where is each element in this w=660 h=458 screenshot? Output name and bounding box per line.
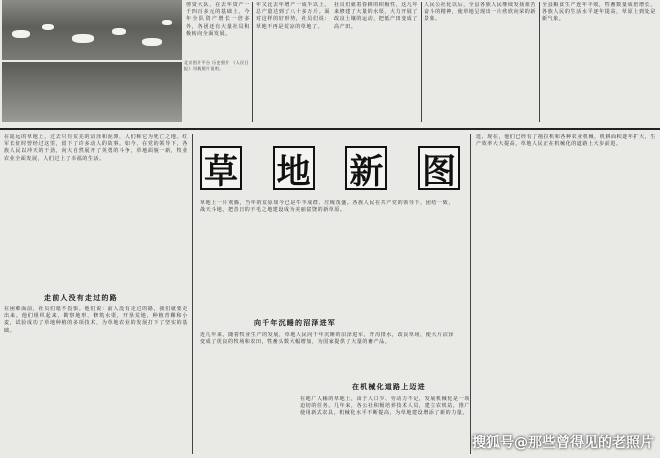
column-divider: [421, 2, 422, 122]
watermark: 搜狐号@那些曾得见的老照片: [472, 435, 654, 451]
right-subheading: 在机械化道路上迈进: [352, 382, 426, 391]
top-column-1: 剪资大队，在去年资产一千四百多元的基础上，今年全队资产增长一倍多外，各团还有大量社员积极转向全面发展。: [186, 2, 250, 37]
center-intro: 草地上一片欢腾，当年的荒原如今已是牛羊成群、庄稼茂盛。各族人民在共产党的领导下，团结一致，战天斗地，把昔日的不毛之地建设成为美丽富饶的新草原。: [200, 200, 454, 214]
top-column-4: 人民公社化以后，全县各族人民继续发扬艰苦奋斗的精神，使草地呈现出一片欣欣向荣的新景象。: [424, 2, 536, 23]
headline-char: 图: [418, 146, 460, 190]
center-subheading: 向千年沉睡的沼泽进军: [254, 318, 336, 327]
grassland-photo: [2, 0, 182, 60]
left-intro: 在遥远的草地上，过去只有荒芜的沼泽和泥潭，人们称它为死亡之地。红军长征时曾经过这里，留下了许多动人的故事。如今，在党的领导下，各族人民以冲天的干劲，向大自然展开了英勇的斗争，草地面貌一新，牧业农业全面发展，人们过上了幸福的生活。: [4, 134, 188, 162]
photo-lower: [2, 62, 182, 122]
right-intro: 选、现在，他们已经有了拖拉机和各种农业机械，机耕面积逐年扩大，生产效率大大提高，草地人民正在机械化的道路上大步前进。: [476, 134, 656, 148]
top-column-3: 社员们就着春耕的积极性，这几年来修建了大量的水渠，大力开展了改良土壤的运动，把低产田变成了高产田。: [334, 2, 418, 30]
section-rule: [0, 128, 660, 130]
headline-char: 地: [273, 146, 315, 190]
headline-char: 新: [345, 146, 387, 190]
headline: [200, 146, 460, 194]
column-divider: [192, 134, 193, 454]
headline-char: 草: [200, 146, 242, 190]
top-column-2: 年又比去年增产一成半以上，总产量达到了八十多万斤。面对这样的好形势，社员们说：草地不再是荒凉的草地了。: [256, 2, 330, 30]
left-subheading: 走前人没有走过的路: [44, 293, 118, 302]
column-divider: [470, 134, 471, 454]
column-divider: [252, 2, 253, 122]
left-section-text: 在困难面前，社员们毫不畏惧。他们说：前人没有走过的路，我们就要走出来。他们组织起来，勘察地形，修筑水渠，开垦荒地，种植青稞和小麦，试验成功了草地种植的多项技术，为草地农业的发展打下了坚实的基础。: [4, 306, 188, 334]
column-divider: [539, 2, 540, 122]
top-column-5: 全县粮食生产连年丰收，牲畜数量成倍增长，各族人民的生活水平逐年提高，草原上到处是新气象。: [542, 2, 656, 23]
photo-caption: 北京图片平台 历史照片 《人民日报》刊载照片说明。: [184, 60, 249, 72]
right-section-text: 在地广人稀的草地上，由于人口少、劳动力不足，发展机械化是一项迫切的任务。几年来，各公社积极培养技术人员，建立农机站，推广使用新式农具，机械化水平不断提高，为草地建设增添了新的力量。: [300, 396, 470, 417]
center-section-text: 近几年来，随着牧业生产的发展，草地人民向千年沉睡的沼泽进军，开沟排水，改良草场，使大片沼泽变成了优良的牧场和农田，牲畜头数大幅增加，为国家提供了大量的畜产品。: [200, 332, 454, 346]
